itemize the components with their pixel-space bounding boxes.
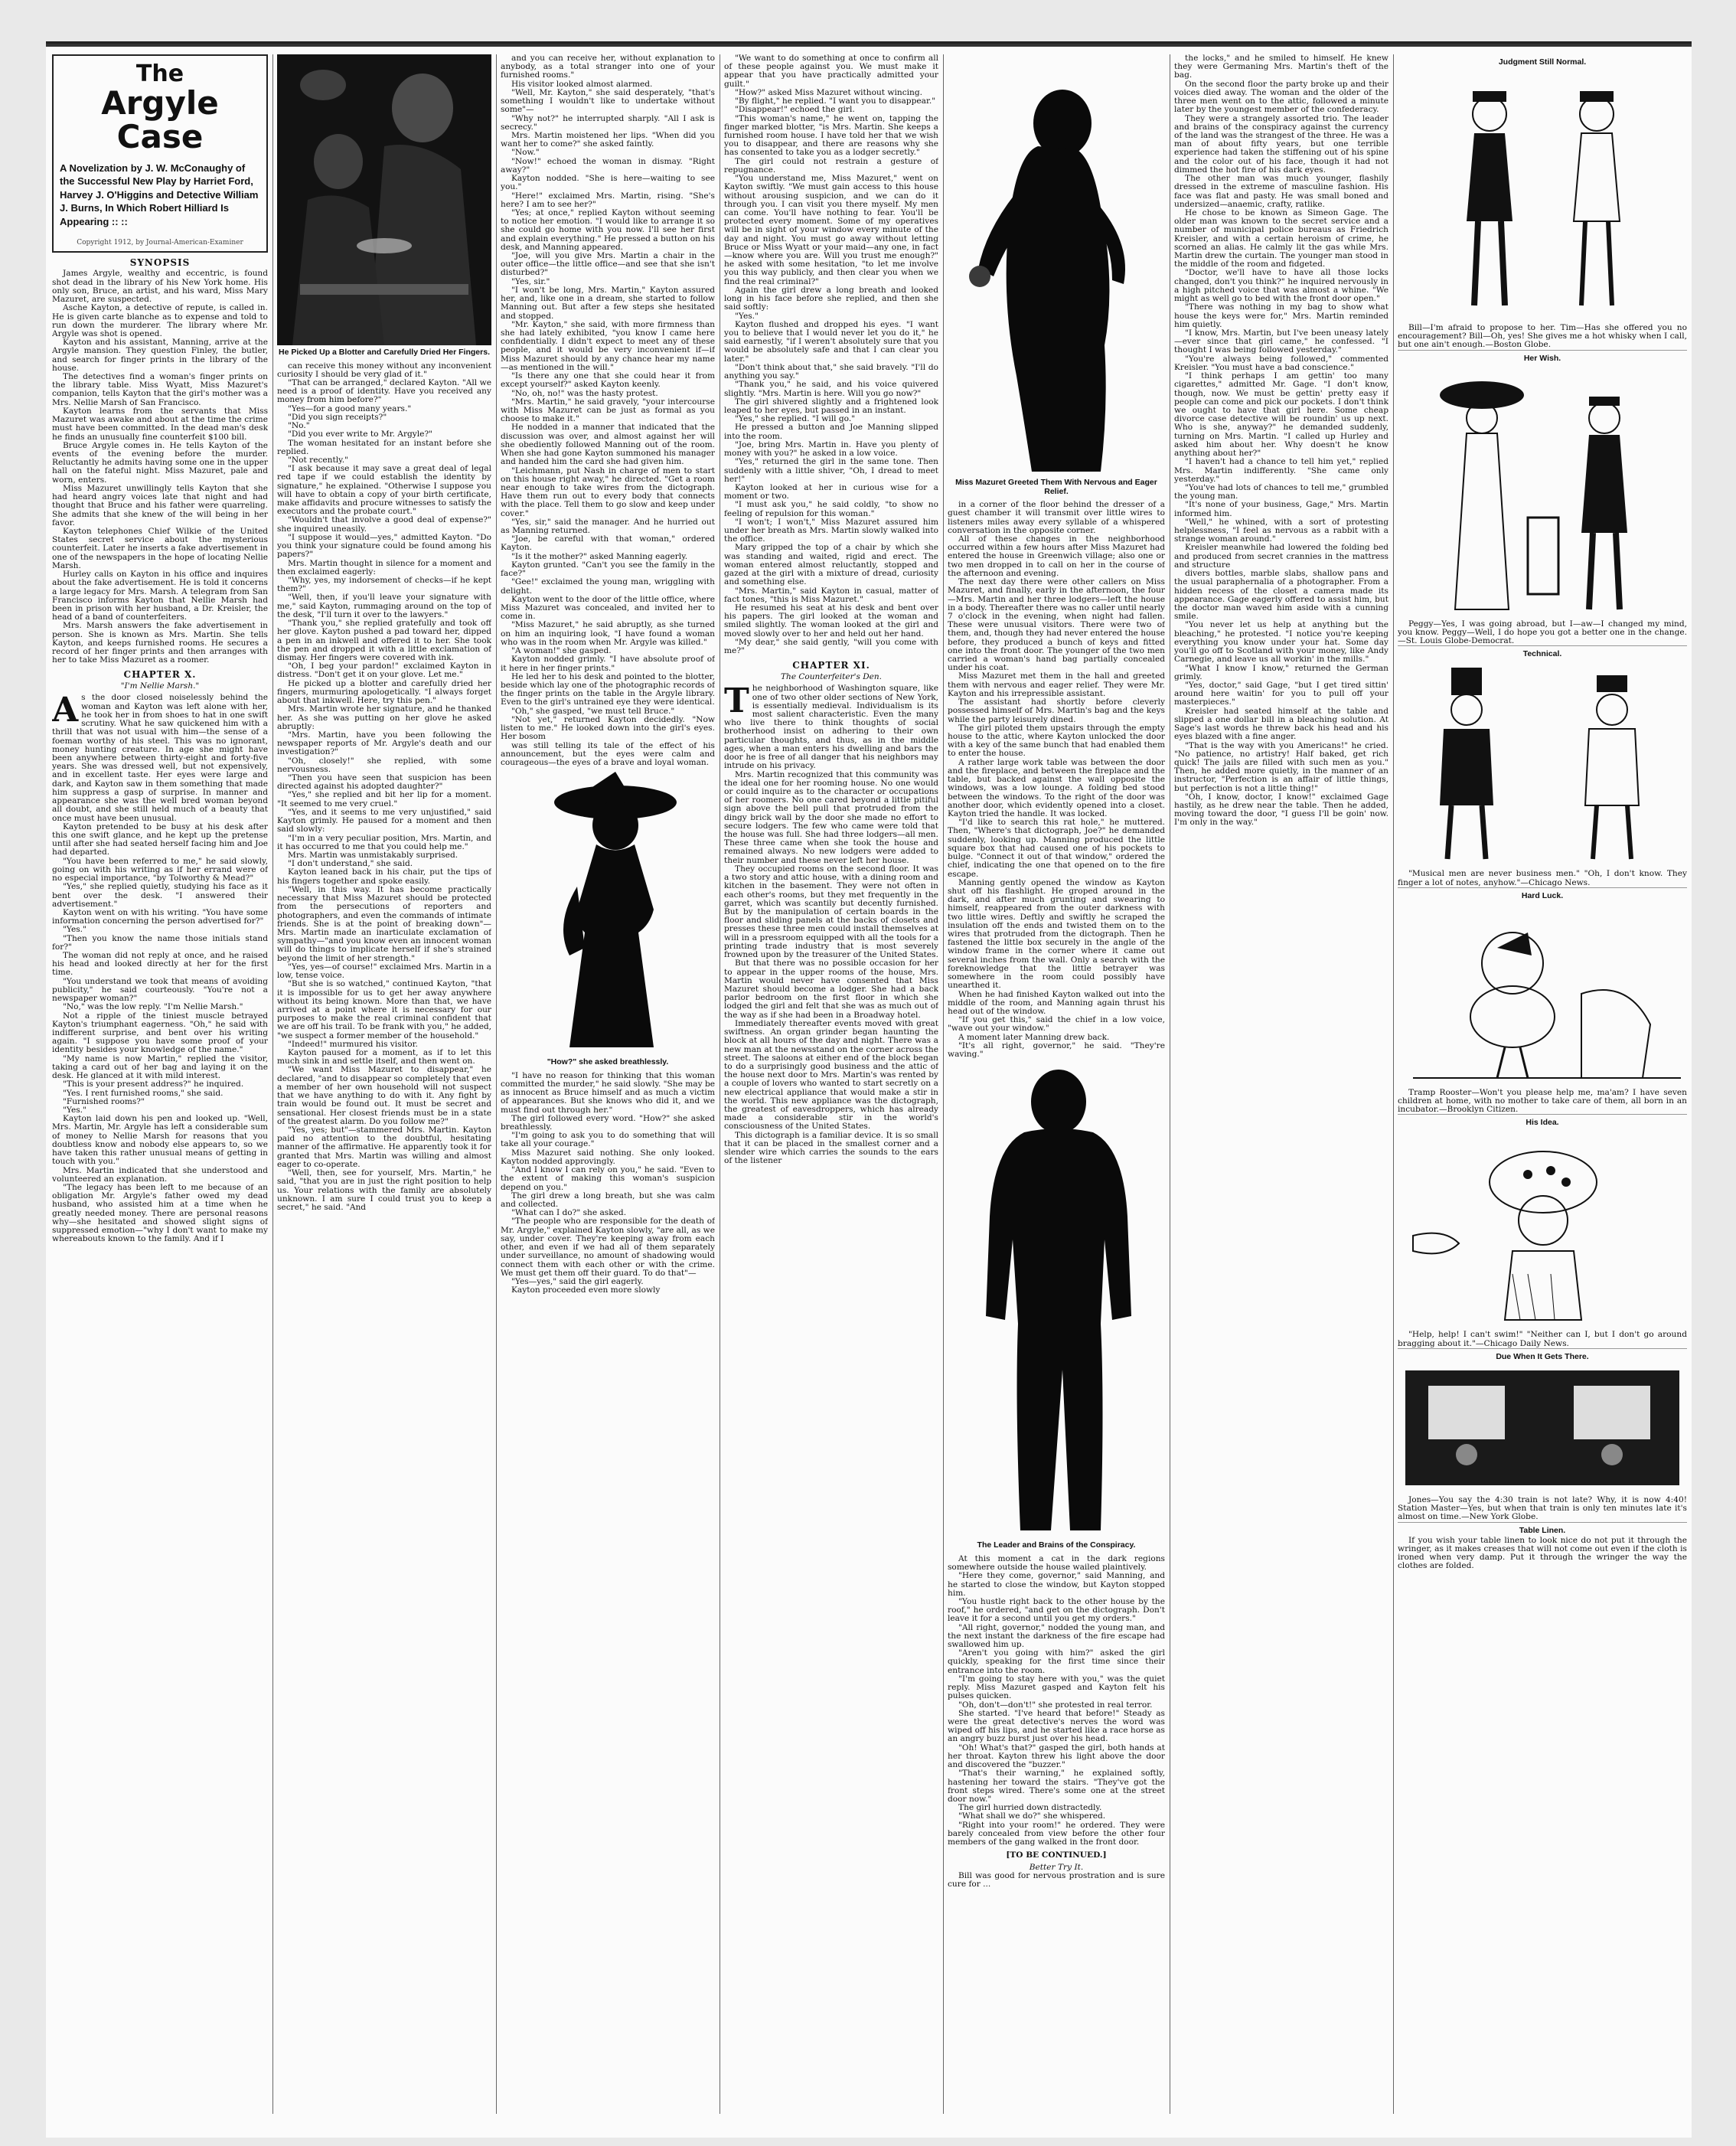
paragraph: But that there was no possible occasion for her to appear in the upper rooms of the house, Mrs. Martin would never have consented that Miss Mazuret should become a lodger. She had a back parlor bedroom on the first floor in which she lodged the girl and felt that she was as much out of the way as if she had been in a Broadway hotel. (724, 959, 938, 1020)
paragraph: "Joe, will you give Mrs. Martin a chair in the outer office—the little office—and see that she isn't disturbed?" (501, 251, 715, 278)
paragraph: "We want to do something at once to confirm all of these people against you. We must make it appear that you have practically admitted your guilt." (724, 54, 938, 89)
illustration-mazuret-silhouette (948, 54, 1165, 475)
paragraph: Kayton flushed and dropped his eyes. "I want you to believe that I would never let you do it," he said earnestly, "if I weren't absolutely sure that you would be absolutely safe and that I can clear you later." (724, 319, 938, 364)
paragraph: Kayton laid down his pen and looked up. "Well, Mrs. Martin, Mr. Argyle has left a considerable sum of money to Nellie Marsh for reasons that you doubtless know and nobody else appears to, so we have taken this rather unusual means of getting in touch with you." (52, 1114, 268, 1167)
paragraph: "By flight," he replied. "I want you to disappear." (735, 96, 936, 106)
column-7-cartoons (1398, 54, 1687, 2114)
paragraph: Miss Mazuret met them in the hall and greeted them with nervous and eager relief. They were Mr. Kayton and his irrepressible assistant. (948, 671, 1165, 698)
paragraph: Mrs. Martin recognized that this community was the ideal one for her rooming house. No one would or could inquire as to the character or occupations of her roomers. No one cared beyond a little pitiful sign above the bell pull that protruded from the dingy brick wall by the door she made no effort to secure lodgers. The few who came were told that the house was full. She had three lodgers—all men. These three came when she took the house and remained always. No new lodgers were added to their number and these never left her house. (724, 769, 938, 865)
paragraph: "Thank you," she replied gratefully and took off her glove. Kayton pushed a pad toward her, dipped a pen in an inkwell and offered it to her. She took the pen and dropped it with a little exclamation of dismay. Her fingers were covered with ink. (277, 619, 491, 662)
paragraph: They were a strangely assorted trio. The leader and brains of the conspiracy against the currency of the land was the strangest of the three. He was a man of about fifty years, but one terrible experience had taken the stiffening out of his spine and the color out of his face, though it had not dimmed the hot fire of his dark eyes. (1174, 113, 1388, 175)
paragraph: Kayton and his assistant, Manning, arrive at the Argyle mansion. They question Finley, the butler, and search for finger prints in the library of the house. (52, 338, 268, 373)
paragraph: "I won't be long, Mrs. Martin," Kayton assured her, and, like one in a dream, she started to follow Manning out. But after a few steps she hesitated and stopped. (501, 285, 715, 321)
paragraph: "There was nothing in my bag to show what house the keys were for," Mrs. Martin reminded him quietly. (1174, 302, 1388, 329)
paragraph: "Yes," she replied. "I will go." (735, 414, 856, 424)
paragraph: The girl could not restrain a gesture of repugnance. (724, 156, 938, 175)
table-linen-item (1398, 1526, 1687, 1571)
paragraph: "I know, Mrs. Martin, but I've been uneasy lately—ever since that girl came," he confessed. "I thought I was being followed yesterday." (1174, 328, 1388, 355)
paragraph: "Did you ever write to Mr. Argyle?" (288, 430, 433, 439)
paragraph: "Yes, sir," said the manager. And he hurried out as Manning returned. (501, 517, 715, 536)
cartoon-caption: "Help, help! I can't swim!" "Neither can I, but I don't go around bragging about it."—Chicago Daily News. (1398, 1330, 1687, 1348)
newspaper-page (46, 41, 1692, 2138)
paragraph: "But she is so watched," continued Kayton, "that it is impossible for us to get her away anywhere without its being known. More than that, we have arrived at a point where it is necessary for our purposes to make the real criminal confident that we are off his trail. To be frank with you," he added, "we suspect a former member of the household." (277, 979, 491, 1040)
column-4 (724, 54, 938, 2114)
paragraph: The woman hesitated for an instant before she replied. (277, 438, 491, 456)
illustration-leader-silhouette (948, 1063, 1165, 1538)
paragraph: "And I know I can rely on you," he said. "Even to the extent of making this woman's suspicion depend on you." (501, 1165, 715, 1192)
paragraph: "Is it the mother?" asked Manning eagerly. (511, 551, 688, 561)
title-box (52, 54, 268, 253)
paragraph: "Yes—for a good many years." (288, 403, 412, 413)
paragraph: "Disappear!" echoed the girl. (735, 105, 855, 115)
paragraph: "Here they come, governor," said Manning, and he started to close the window, but Kayton stopped him. (948, 1571, 1165, 1598)
paragraph: "I have no reason for thinking that this woman committed the murder," he said slowly. "She may be as innocent as Bruce himself and as much a victim of appearances. But she knows who did it, and we must find out through her." (501, 1070, 715, 1115)
paragraph: Kayton leaned back in his chair, put the tips of his fingers together and spoke easily. (277, 867, 491, 886)
paragraph: "Yes. I rent furnished rooms," she said. (63, 1088, 224, 1098)
paragraph: "Miss Mazuret," he said abruptly, as she turned on him an inquiring look, "I have found a woman who was in the room when Mr. Argyle was killed." (501, 620, 715, 647)
paragraph: "My name is now Martin," replied the visitor, taking a card out of her bag and laying it on the desk. He glanced at it with mild interest. (52, 1053, 268, 1081)
column-rule (943, 54, 944, 2114)
paragraph: A moment later Manning drew back. (958, 1032, 1110, 1042)
paragraph: "Why not?" he interrupted sharply. "All I ask is secrecy." (501, 113, 715, 132)
paragraph: "Joe, be careful with that woman," ordered Kayton. (501, 534, 715, 553)
paragraph: "You have been referred to me," he said slowly, going on with his writing as if her errand were of no especial importance, "by Tolworthy & Mead?" (52, 856, 268, 884)
paragraph: A rather large work table was between the door and the fireplace, and between the fireplace and the table, but backed against the wall opposite the windows, was a low lounge. A folding bed stood between the windows. To the right of the door was another door, which evidently opened into a closet. Kayton tried the handle. It was locked. (948, 757, 1165, 818)
paragraph: was still telling its tale of the effect of his announcement, but the eyes were calm and courageous—the eyes of a brave and loyal woman. (501, 740, 715, 767)
paragraph: "I'm going to stay here with you," was the quiet reply. Miss Mazuret gasped and Kayton felt his pulses quicken. (948, 1674, 1165, 1701)
paragraph: Kayton nodded. "She is here—waiting to see you." (501, 174, 715, 192)
paragraph: "I won't; I won't," Miss Mazuret assured him under her breath as Mrs. Martin slowly walked into the office. (724, 517, 938, 544)
paragraph: "Mrs. Martin, have you been following the newspaper reports of Mr. Argyle's death and our investigation?" (277, 730, 491, 757)
paragraph: "Did you sign receipts?" (288, 412, 387, 422)
paragraph: Kayton went to the door of the little office, where Miss Mazuret was concealed, and invited her to come in. (501, 594, 715, 622)
paragraph: "Oh, I know, doctor, I know!" exclaimed Gage hastily, as he drew near the table. Then he added, moving toward the door, "I guess I'll be goin' now. I'm only in the way." (1174, 792, 1388, 828)
title-description: A Novelization by J. W. McConaughy of the Successful New Play by Harriet Ford, Harvey J. O'Higgins and Detective William J. Burns, In Which Robert Hilliard Is Appearing :: :: (60, 162, 259, 227)
paragraph: "Yes, yes; but"—stammered Mrs. Martin. Kayton paid no attention to the doubtful, hesitating manner of the affirmative. He apparently took it for granted that Mrs. Martin was willing and almost eager to co-operate. (277, 1125, 491, 1169)
paragraph: The girl followed every word. "How?" she asked breathlessly. (501, 1113, 715, 1132)
masthead-rule (46, 41, 1692, 47)
paragraph: Miss Mazuret said nothing. She only looked. Kayton nodded approvingly. (501, 1148, 715, 1166)
paragraph: "I suppose it would—yes," admitted Kayton. "Do you think your signature could be found among his papers?" (277, 532, 491, 560)
paragraph: "This woman's name," he went on, tapping the finger marked blotter, "is Mrs. Martin. She keeps a furnished room house. I have told her that we wish you to disappear, and there are reasons why she has consented to take you as a lodger secretly." (724, 113, 938, 158)
paragraph: divers bottles, marble slabs, shallow pans and the usual paraphernalia of a photographer. From a hidden recess of the closet a camera made its appearance. Gage eagerly offered to assist him, but the doctor man waved him aside with a cunning smile. (1174, 569, 1388, 622)
paragraph: This dictograph is a familiar device. It is so small that it can be placed in the smallest corner and a slender wire which carries the sounds to the ears of the listener (724, 1130, 938, 1166)
paragraph: "You're always being followed," commented Kreisler. "You must have a bad conscience." (1174, 354, 1388, 372)
paragraph: "Oh," she gasped, "we must tell Bruce." (511, 706, 675, 716)
paragraph: All of these changes in the neighborhood occurred within a few hours after Miss Mazuret had entered the house in Greenwich village; also one or two men dropped in to call on her in the course of the afternoon and evening. (948, 534, 1165, 578)
paragraph: "I think perhaps I am gettin' too many cigarettes," admitted Mr. Gage. "I don't know, though, now. We must be gettin' pretty easy if people can come and pick our pockets. I don't think we ought to have that girl here. Some cheap divorce case detective will be roundin' us up next. Who is she, anyway?" he demanded suddenly, turning on Mrs. Martin. "I called up Hurley and asked him about her. Why doesn't he know anything about her?" (1174, 371, 1388, 459)
paragraph: "Oh, I beg your pardon!" exclaimed Kayton in distress. "Don't get it on your glove. Let me." (277, 661, 491, 680)
paragraph: Kayton nodded grimly. "I have absolute proof of it here in her finger prints." (501, 655, 715, 673)
paragraph: "Yes," she replied and bit her lip for a moment. "It seemed to me very cruel." (277, 790, 491, 808)
paragraph: Kreisler meanwhile had lowered the folding bed and produced from secret crannies in the mattress and structure (1174, 543, 1388, 570)
paragraph: "Well, then, see for yourself, Mrs. Martin," he said, "that you are in just the right position to help us. Your relations with the family are absolutely unknown. I am sure I could trust you to keep a secret," he said. "And (277, 1168, 491, 1212)
column-rule (496, 54, 497, 2114)
paragraph: "Well, in this way. It has become practically necessary that Miss Mazuret should be protected from the persecutions of reporters and photographers, and even the commands of intimate friends. She is at the point of breaking down"—Mrs. Martin made an inarticulate exclamation of sympathy—"and you know even an innocent woman will do things to implicate herself if she's strained beyond the limit of her strength." (277, 884, 491, 963)
paragraph: Mrs. Martin thought in silence for a moment and then exclaimed eagerly: (277, 558, 491, 577)
paragraph: "Wouldn't that involve a good deal of expense?" she inquired uneasily. (277, 515, 491, 534)
paragraph: The assistant had shortly before cleverly possessed himself of Mrs. Martin's bag and the keys while the party leisurely dined. (948, 697, 1165, 724)
paragraph: Mrs. Martin was unmistakably surprised. (288, 851, 458, 861)
paragraph: the locks," and he smiled to himself. He knew they were Germaning Mrs. Martin's theft of the bag. (1174, 54, 1388, 80)
paragraph: Kayton telephones Chief Wilkie of the United States secret service about the mysterious counterfeit. Later he inserts a fake advertisement in one of the newspapers in the hope of locating Nellie Marsh. (52, 526, 268, 570)
column-2-body (277, 362, 491, 1213)
paragraph: The girl piloted them upstairs through the empty house to the attic, where Kayton unlocked the door with a key of the same bunch that had enabled them to enter the house. (948, 723, 1165, 759)
paragraph: "Well, then, if you'll leave your signature with me," said Kayton, rummaging around on the top of the desk, "I'll turn it over to the lawyers." (277, 593, 491, 619)
paragraph: Mrs. Martin wrote her signature, and he thanked her. As she was putting on her glove he asked abruptly: (277, 704, 491, 731)
cartoon-caption: "Musical men are never business men." "Oh, I don't know. They finger a lot of notes, anyhow."—Chicago News. (1398, 869, 1687, 887)
paragraph: "It's none of your business, Gage," Mrs. Martin informed him. (1174, 500, 1388, 518)
paragraph: Kayton paused for a moment, as if to let this much sink in and settle itself, and then went on. (277, 1048, 491, 1066)
cartoon-his-idea (1398, 1118, 1687, 1348)
paragraph: "Mrs. Martin," said Kayton in casual, matter of fact tones, "this is Miss Mazuret." (724, 586, 938, 604)
paragraph: "Not recently." (288, 455, 348, 465)
paragraph: Kayton pretended to be busy at his desk after this one swift glance, and he kept up the pretense until after she had seated herself facing him and Joe had departed. (52, 821, 268, 857)
caption-how: "How?" she asked breathlessly. (547, 1057, 669, 1067)
cartoon-title: Due When It Gets There. (1496, 1351, 1589, 1361)
paragraph: They occupied rooms on the second floor. It was a two story and attic house, with a dining room and kitchen in the basement. They were not often in each other's rooms, but they met frequently in the garret, which was scantily but decently furnished. But by the manipulation of certain boards in the floor and sliding panels at the backs of closets and presses these three men could install themselves at will in a pressroom equipped with all the tools for a printing trade industry that is most severely frowned upon by the treasurer of the United States. (724, 864, 938, 960)
cartoon-hard-luck-drawing (1398, 902, 1687, 1086)
cartoon-title: Judgment Still Normal. (1498, 57, 1587, 67)
copyright-line: Copyright 1912, by Journal-American-Examiner (77, 239, 243, 247)
paragraph: "It's all right, governor," he said. "They're waving." (948, 1040, 1165, 1060)
paragraph: Mrs. Marsh answers the fake advertisement in person. She is known as Mrs. Martin. She tells Kayton, and keeps furnished rooms. He secures a record of her finger prints and then arranges with her to take Miss Mazuret as a roomer. (52, 621, 268, 665)
paragraph: On the second floor the party broke up and their voices died away. The woman and the older of the three men went on to the attic, followed a minute later by the youngest member of the confederacy. (1174, 79, 1388, 115)
paragraph: "Yes." (63, 1105, 86, 1115)
column-3-body-top (501, 54, 715, 767)
column-5 (948, 54, 1165, 2114)
paragraph: "You never let us help at anything but the bleaching," he protested. "I notice you're keeping everything you know under your hat. Some day you'll go off to Scotland with your money, like Andy Carnegie, and leave us all workin' in the mills." (1174, 620, 1388, 665)
paragraph: At this moment a cat in the dark regions somewhere outside the house wailed plaintively. (948, 1553, 1165, 1573)
chapter-11-body (724, 681, 938, 1166)
paragraph: She started. "I've heard that before!" Steady as were the great detective's nerves the word was wiped off his lips, and he started like a race horse as an angry buzz burst just over his head. (948, 1708, 1165, 1744)
paragraph: "Yes—yes," said the girl eagerly. (511, 1276, 644, 1286)
paragraph: "The legacy has been left to me because of an obligation Mr. Argyle's father owed my dead husband, who assisted him at a time when he greatly needed money. There are personal reasons why—she hesitated and showed slight signs of suppressed emotion—"why I don't want to make my whereabouts known to the family. And if I (52, 1182, 268, 1244)
paragraph: "Then you have seen that suspicion has been directed against his adopted daughter?" (277, 773, 491, 792)
paragraph: "No." (288, 421, 310, 431)
cartoon-her-wish (1398, 354, 1687, 647)
drop-cap: T (724, 681, 749, 721)
paragraph: "Indeed!" murmured his visitor. (288, 1039, 418, 1049)
paragraph: "Well," he whined, with a sort of protesting helplessness, "I feel as nervous as a rabbit with a strange woman around." (1174, 517, 1388, 544)
paragraph: Kayton grunted. "Can't you see the family in the face?" (501, 560, 715, 579)
paragraph: "You've had lots of chances to tell me," grumbled the young man. (1174, 482, 1388, 501)
paragraph: "I'm in a very peculiar position, Mrs. Martin, and it has occurred to me that you could help me." (277, 833, 491, 851)
paragraph: Hurley calls on Kayton in his office and inquires about the fake advertisement. He is told it concerns a large legacy for Mrs. Marsh. A telegram from San Francisco informs Kayton that Nellie Marsh had been in prison with her husband, a Dr. Kreisler, the head of a band of counterfeiters. (52, 570, 268, 622)
column-3-body-bottom (501, 1072, 715, 1295)
paragraph: "Gee!" exclaimed the young man, wriggling with delight. (501, 577, 715, 596)
paragraph: "Furnished rooms?" (63, 1096, 145, 1106)
caption-mazuret: Miss Mazuret Greeted Them With Nervous and Eager Relief. (955, 478, 1157, 496)
paragraph: "Leichmann, put Nash in charge of men to start on this house right away," he directed. "Get a room near enough to take wires from the dictograph. Have them run out to every body that connects with the place. Tell them to go slow and keep under cover." (501, 465, 715, 518)
paragraph: "I'd like to search this rat hole," he muttered. Then, "Where's that dictograph, Joe?" he demanded suddenly, looking up. Manning produced the little square box that had caused one of his pockets to bulge. "Connect it out of that window," ordered the chief, indicating the one that opened on to the fire escape. (948, 818, 1165, 879)
paragraph: Mrs. Martin indicated that she understood and volunteered an explanation. (52, 1165, 268, 1184)
paragraph: He resumed his seat at his desk and bent over his papers. The girl looked at the woman and smiled slightly. The woman looked at the girl and moved slowly over to her and held out her hand. (724, 603, 938, 639)
cartoon-judgment-drawing (1398, 68, 1687, 321)
paragraph: "Joe, bring Mrs. Martin in. Have you plenty of money with you?" he asked in a low voice. (724, 439, 938, 459)
paragraph: "Now!" echoed the woman in dismay. "Right away?" (501, 156, 715, 175)
paragraph: "No," was the low reply. "I'm Nellie Marsh." (63, 1002, 243, 1012)
paragraph: "Yes, doctor," said Gage, "but I get tired sittin' around here waitin' for you to pull off your masterpieces." (1174, 680, 1388, 707)
paragraph: The other man was much younger, flashily dressed in the extreme of masculine fashion. His face was flat and pasty. He was small boned and undersized—anaemic, crafty, ratlike. (1174, 174, 1388, 209)
chapter-10-heading: CHAPTER X. (123, 669, 197, 681)
chapter-10-subheading: "I'm Nellie Marsh." (120, 681, 200, 691)
paragraph: "You understand me, Miss Mazuret," went on Kayton swiftly. "We must gain access to this house without arousing suspicion, and we can do it through you. I can visit you there myself. My men can come. You'll have nothing to fear. You'll be protected every moment. Some of my operatives will be in sight of your window every minute of the day and night. You must go away without letting Bruce or Miss Wyatt or your maid—any one, in fact—know where you are. Will you trust me enough?" he asked with some hesitation, "to let me involve you this way publicly, and then clear you when we find the real criminal?" (724, 174, 938, 286)
paragraph: "Here!" exclaimed Mrs. Martin, rising. "She's here? I am to see her?" (501, 191, 715, 209)
chapter-11-heading: CHAPTER XI. (792, 660, 870, 671)
paragraph: He picked up a blotter and carefully dried her fingers, murmuring apologetically. "I always forget about that inkwell. Here, try this pen." (277, 678, 491, 706)
paragraph: "If you get this," said the chief in a low voice, "wave out your window." (948, 1015, 1165, 1034)
cartoon-hard-luck (1398, 891, 1687, 1115)
paragraph: "Yes." (735, 311, 759, 321)
paragraph: He nodded in a manner that indicated that the discussion was over, and almost against her will she obediently followed Manning out of the room. When she had gone Kayton summoned his manager and handed him the card she had given him. (501, 423, 715, 467)
paragraph: "This is your present address?" he inquired. (63, 1080, 244, 1089)
paragraph: The detectives find a woman's finger prints on the library table. Miss Wyatt, Miss Mazuret's companion, tells Kayton that the girl's mother was a Mrs. Nellie Marsh of San Francisco. (52, 372, 268, 407)
to-be-continued: [TO BE CONTINUED.] (1006, 1850, 1107, 1860)
cartoon-technical-drawing (1398, 660, 1687, 867)
column-5-body-bottom (948, 1555, 1165, 1847)
illustration-woman-silhouette (501, 772, 715, 1055)
paragraph: "Doctor, we'll have to have all those locks changed, don't you think?" he inquired nervously in a high pitched voice that was almost a whine. "We might as well go to bed with the front door open." (1174, 268, 1388, 304)
paragraph: "You hustle right back to the other house by the roof," he ordered, "and get on the dictograph. Don't leave it for a second until you get my orders." (948, 1596, 1165, 1624)
illustration-blotter (277, 54, 491, 345)
paragraph: "That can be arranged," declared Kayton. "All we need is a proof of identity. Have you received any money from him before?" (277, 377, 491, 405)
synopsis-heading: SYNOPSIS (129, 257, 191, 269)
paragraph: Not a ripple of the tiniest muscle betrayed Kayton's triumphant eagerness. "Oh," he said with indifferent surprise, and bent over his writing again. "I suppose you have some proof of your identity besides your knowledge of the name." (52, 1011, 268, 1055)
paragraph: "Yes," returned the girl in the same tone. Then suddenly with a little shiver, "Oh, I dread to meet her!" (724, 457, 938, 484)
paragraph: "Aren't you going with him?" asked the girl quickly, speaking for the first time since their entrance into the room. (948, 1648, 1165, 1675)
chapter-11-subheading: The Counterfeiter's Den. (781, 672, 882, 682)
cartoon-title: His Idea. (1526, 1118, 1559, 1128)
paragraph: and you can receive her, without explanation to anybody, as a total stranger into one of your furnished rooms." (501, 54, 715, 80)
caption-blotter: He Picked Up a Blotter and Carefully Dried Her Fingers. (279, 348, 490, 357)
paragraph: "How?" asked Miss Mazuret without wincing. (735, 87, 923, 97)
title-line-1: The (135, 60, 184, 87)
cartoon-due (1398, 1352, 1687, 1523)
cartoon-title: Hard Luck. (1521, 890, 1564, 900)
paragraph: When he had finished Kayton walked out into the middle of the room, and Manning again thrust his head out of the window. (948, 989, 1165, 1016)
synopsis-body (52, 269, 268, 665)
cartoon-caption: Tramp Rooster—Won't you please help me, ma'am? I have seven children at home, with no mother to take care of them, all born in an incubator.—Brooklyn Citizen. (1398, 1087, 1687, 1115)
paragraph: "No, oh, no!" was the hasty protest. (511, 388, 658, 398)
caption-leader: The Leader and Brains of the Conspiracy. (977, 1540, 1136, 1550)
cartoon-his-idea-drawing (1398, 1129, 1687, 1328)
paragraph: As the door closed noiselessly behind the woman and Kayton was left alone with her, he took her in from shoes to hat in one swift scrutiny. What he saw quickened him with a thrill that was not usual with him—the sense of a foeman worthy of his steel. This was no ignorant, money hunting creature. In age she might have been anywhere between thirty-eight and forty-five years. She was dressed well, but not expensively, and in excellent taste. Her eyes were large and dark, and Kayton saw in them something that made him suppress a gasp of surprise. In manner and appearance she was the well bred woman beyond all doubt, and she still held much of a beauty that once must have been unusual. (52, 691, 268, 823)
paragraph: "A woman!" she gasped. (511, 646, 612, 656)
paragraph: "Oh, closely!" she replied, with some nervousness. (277, 756, 491, 774)
column-rule (1393, 54, 1394, 2114)
paragraph: "Mrs. Martin," he said gravely, "your intercourse with Miss Mazuret can be just as formal as you choose to make it." (501, 397, 715, 424)
column-2 (277, 54, 491, 2114)
paragraph: can receive this money without any inconvenient curiosity I should be very glad of it." (277, 361, 491, 379)
paragraph: "Yes; at once," replied Kayton without seeming to notice her emotion. "I would like to arrange it so she could go home with you now. I'll see her first and explain everything." He pressed a button on his desk, and Manning appeared. (501, 207, 715, 252)
paragraph: "Yes, and it seems to me very unjustified," said Kayton grimly. He paused for a moment and then said slowly: (277, 807, 491, 835)
cartoon-technical (1398, 649, 1687, 887)
paragraph: "All right, governor," nodded the young man, and the next instant the darkness of the fire escape had swallowed him up. (948, 1622, 1165, 1650)
paragraph: His visitor looked almost alarmed. (511, 79, 653, 89)
chapter-10-body (52, 691, 268, 1244)
paragraph: "Yes," she replied quietly, studying his face as it bent over the desk. "I answered their advertisement." (52, 882, 268, 909)
cartoon-judgment (1398, 57, 1687, 351)
cartoon-caption: Peggy—Yes, I was going abroad, but I—aw—I changed my mind, you know. Peggy—Well, I do hope you got a better one in the change.—St. Louis Globe-Democrat. (1398, 619, 1687, 646)
paragraph: Kayton learns from the servants that Miss Mazuret was awake and about at the time the crime must have been committed. In the dead man's desk he finds an unusually fine counterfeit $100 bill. (52, 406, 268, 442)
paragraph: Again the girl drew a long breath and looked long in his face before she replied, and then she said softly: (724, 285, 938, 312)
paragraph: "Yes, yes—of course!" exclaimed Mrs. Martin in a low, tense voice. (277, 962, 491, 981)
paragraph: Mary gripped the top of a chair by which she was standing and waited, rigid and erect. The woman entered almost reluctantly, stopped and gazed at the girl with a mixture of dread, curiosity and something else. (724, 543, 938, 587)
paragraph: "Oh, don't—don't!" she protested in real terror. (958, 1700, 1153, 1710)
paragraph: "Right into your room!" he ordered. They were barely concealed from view before the other four members of the gang walked in the front door. (948, 1820, 1165, 1847)
cartoon-due-drawing (1398, 1363, 1687, 1493)
paragraph: "Is there any one that she could hear it from except yourself?" asked Kayton keenly. (501, 371, 715, 390)
paragraph: "Why, yes, my indorsement of checks—if he kept them?" (277, 576, 491, 594)
paragraph: Kayton looked at her in curious wise for a moment or two. (724, 482, 938, 501)
paragraph: He led her to his desk and pointed to the blotter, beside which lay one of the photographic records of the finger prints on the table in the Argyle library. Even to the girl's untrained eye they were identical. (501, 671, 715, 707)
title-line-2: Argyle Case (101, 83, 219, 155)
paragraph: "I haven't had a chance to tell him yet," replied Mrs. Martin indifferently. "She came only yesterday." (1174, 457, 1388, 484)
paragraph: "I must ask you," he said coldly, "to show no feeling of repulsion for this woman." (724, 500, 938, 518)
table-linen-title: Table Linen. (1519, 1525, 1566, 1535)
column-6-body (1174, 54, 1388, 828)
paragraph: "Thank you," he said, and his voice quivered slightly. "Mrs. Martin is here. Will you go now?" (724, 380, 938, 398)
paragraph: James Argyle, wealthy and eccentric, is found shot dead in the library of his New York home. His only son, Bruce, an artist, and his ward, Miss Mary Mazuret, are suspected. (52, 269, 268, 305)
paragraph: "Yes, sir." (511, 276, 550, 286)
paragraph: The next day there were other callers on Miss Mazuret, and finally, early in the afternoon, the four—Mrs. Martin and her three lodgers—left the house in a body. Thereafter there was no caller until nearly 7 o'clock in the evening, when night had fallen. These were unusual visitors. There were two of them, and, though they had never entered the house before, they produced a bunch of keys and fitted one into the front door. The younger of the two men carried a woman's hand bag partially concealed under his coat. (948, 577, 1165, 673)
paragraph: Manning gently opened the window as Kayton shut off his flashlight. He groped around in the dark, and after much grunting and swearing to himself, reappeared from the outer darkness with two little wires. Deftly and swiftly he scraped the insulation off the ends and twisted them on to the wires that protruded from the dictograph. Then he fastened the little box securely in the angle of the window frame in the corner where it came out several inches from the wall. Only a search with the foreknowledge that the little betrayer was somewhere in the room could possibly have unearthed it. (948, 877, 1165, 991)
paragraph: "That's their warning," he explained softly, hastening her toward the stairs. "They've got the front steps wired. There's some one at the street door now." (948, 1769, 1165, 1804)
paragraph: in a corner of the floor behind the dresser of a guest chamber it will transmit over little wires to listeners miles away every syllable of a whispered conversation in the opposite corner. (948, 500, 1165, 535)
cartoon-caption: Bill—I'm afraid to propose to her. Tim—Has she offered you no encouragement? Bill—Oh, yes! She gives me a hot whisky when I call, but one ain't enough.—Boston Globe. (1398, 323, 1687, 350)
filler-title: Better Try It. (1029, 1862, 1084, 1872)
paragraph: Kayton proceeded even more slowly (511, 1285, 661, 1295)
paragraph: Bruce Argyle comes in. He tells Kayton of the events of the evening before the murder. Reluctantly he admits having some one in the upper hall on the fateful night. Miss Mazuret, pale and worn, enters. (52, 440, 268, 485)
paragraph: "I don't understand," she said. (288, 859, 413, 869)
paragraph: "What shall we do?" she whispered. (958, 1811, 1106, 1821)
paragraph: Asche Kayton, a detective of repute, is called in. He is given carte blanche as to expense and told to run down the murderer. The library where Mr. Argyle was shot is opened. (52, 303, 268, 338)
paragraph: "The people who are responsible for the death of Mr. Argyle," explained Kayton slowly, "are all, as we say, under cover. They're keeping away from each other, and even if we had all of them separately under surveillance, no amount of shadowing would connect them with each other or with the crime. We must get them off their guard. To do that"— (501, 1217, 715, 1278)
paragraph: "I ask because it may save a great deal of legal red tape if we could establish the identity by signature," he explained. "Otherwise I suppose you will have to obtain a copy of your birth certificate, make affidavits and procure witnesses to satisfy the executors and the probate court." (277, 464, 491, 517)
paragraph: "I'm going to ask you to do something that will take all your courage." (501, 1131, 715, 1149)
cartoon-caption: Jones—You say the 4:30 train is not late? Why, it is now 4:40! Station Master—Yes, but when that train is only ten minutes late it's almost on time.—New York Globe. (1398, 1494, 1687, 1522)
paragraph: "Yes." (63, 925, 86, 935)
paragraph: "Then you know the name those initials stand for?" (52, 933, 268, 952)
cartoon-title: Her Wish. (1523, 353, 1561, 363)
table-linen-text: If you wish your table linen to look nice do not put it through the wringer, as it makes creases that will not come out even if the cloth is ironed when very damp. Put it through the wringer the way the clothes are folded. (1398, 1535, 1687, 1571)
column-4-body (724, 54, 938, 655)
paragraph: "We want Miss Mazuret to disappear," he declared, "and to disappear so completely that even a member of her own household will not suspect that we have anything to do with it. Any fight by train would be found out. It must be secret and sensational. Her closest friends must be in a state of the greatest alarm. Do you follow me?" (277, 1065, 491, 1126)
paragraph: "Well, Mr. Kayton," she said desperately, "that's something I wouldn't like to undertake without some"— (501, 87, 715, 115)
cartoon-her-wish-drawing (1398, 364, 1687, 617)
paragraph: "Now." (511, 148, 540, 158)
paragraph: Mrs. Martin moistened her lips. "When did you want her to come?" she asked faintly. (501, 130, 715, 149)
paragraph: "Oh! What's that?" gasped the girl, both hands at her throat. Kayton threw his light above the door and discovered the "buzzer." (948, 1743, 1165, 1770)
paragraph: The girl hurried down distractedly. (958, 1803, 1102, 1813)
column-5-body-top (948, 501, 1165, 1059)
paragraph: The neighborhood of Washington square, like one of two other older sections of New York, is essentially medieval. Individualism is its most salient characteristic. Even the many who live there to think thoughts of social brotherhood insist on adhering to their own particular thoughts, and thus, as in the middle ages, when a man enters his dwelling and bars the door he is free of all danger that his neighbors may intrude on his privacy. (724, 681, 938, 771)
paragraph: The woman did not reply at once, and he raised his head and looked directly at her for the first time. (52, 951, 268, 978)
paragraph: "You understand we took that means of avoiding publicity," he said courteously. "You're not a newspaper woman?" (52, 976, 268, 1004)
column-3 (501, 54, 715, 2114)
paragraph: "Don't think about that," she said bravely. "I'll do anything you say." (724, 362, 938, 381)
paragraph: "What I know I know," returned the German grimly. (1174, 663, 1388, 681)
paragraph: Kayton went on with his writing. "You have some information concerning the person advertised for?" (52, 907, 268, 926)
column-1 (52, 54, 268, 2114)
paragraph: "Mr. Kayton," she said, with more firmness than she had lately exhibited, "you know I came here confidentially. I didn't expect to meet any of these people, and it would be very inconvenient if—if Miss Mazuret should by any chance hear my name—as mentioned in the will." (501, 319, 715, 372)
paragraph: The girl drew a long breath, but she was calm and collected. (501, 1191, 715, 1209)
paragraph: Immediately thereafter events moved with great swiftness. An organ grinder began haunting the block at all hours of the day and night. There was a new man at the newsstand on the corner across the street. The saloons at either end of the block began to do a surprisingly good business and the attic of the house next door to Mrs. Martin's was rented by a couple of lovers who wanted to start secretly on a new electrical appliance that would make a stir in the world. This new appliance was the dictograph, the greatest of eavesdroppers, which has already made a considerable stir in the world's consciousness of the United States. (724, 1018, 938, 1132)
drop-cap: A (52, 691, 79, 730)
filler-text: Bill was good for nervous prostration and is sure cure for ... (948, 1870, 1165, 1889)
paragraph: He chose to be known as Simeon Gage. The older man was known to the secret service and a number of municipal police bureaus as Friedrich Kreisler, and with a certain heroism of crime, he scorned an alias. He calmly lit the gas while Mrs. Martin drew the curtain. The younger man stood in the middle of the room and fidgeted. (1174, 207, 1388, 269)
cartoon-title: Technical. (1522, 649, 1562, 659)
paragraph: The girl shivered slightly and a frightened look leaped to her eyes, but passed in an instant. (724, 397, 938, 415)
paragraph: "My dear," she said gently, "will you come with me?" (724, 637, 938, 656)
column-6 (1174, 54, 1388, 2114)
paragraph: Kreisler had seated himself at the table and slipped a one dollar bill in a bleaching solution. At Sage's last words he threw back his head and his eyes blazed with a fine anger. (1174, 706, 1388, 742)
paragraph: Miss Mazuret unwillingly tells Kayton that she had heard angry voices late that night and had thought that Bruce and his father were quarreling. She admits that she knew of the will being in her favor. (52, 483, 268, 528)
paragraph: "What can I do?" she asked. (511, 1208, 627, 1218)
paragraph: "Not yet," returned Kayton decidedly. "Now listen to me." He looked down into the girl's eyes. Her bosom (501, 714, 715, 742)
column-rule (272, 54, 273, 2114)
paragraph: He pressed a button and Joe Manning slipped into the room. (724, 423, 938, 441)
paragraph: "That is the way with you Americans!" he cried. "No patience, no artistry! Half baked, get rich quick! The jails are filled with such men as you." Then, he added more quietly, in the manner of an instructor, "Perfection is an affair of little things, but perfection is not a little thing!" (1174, 740, 1388, 793)
